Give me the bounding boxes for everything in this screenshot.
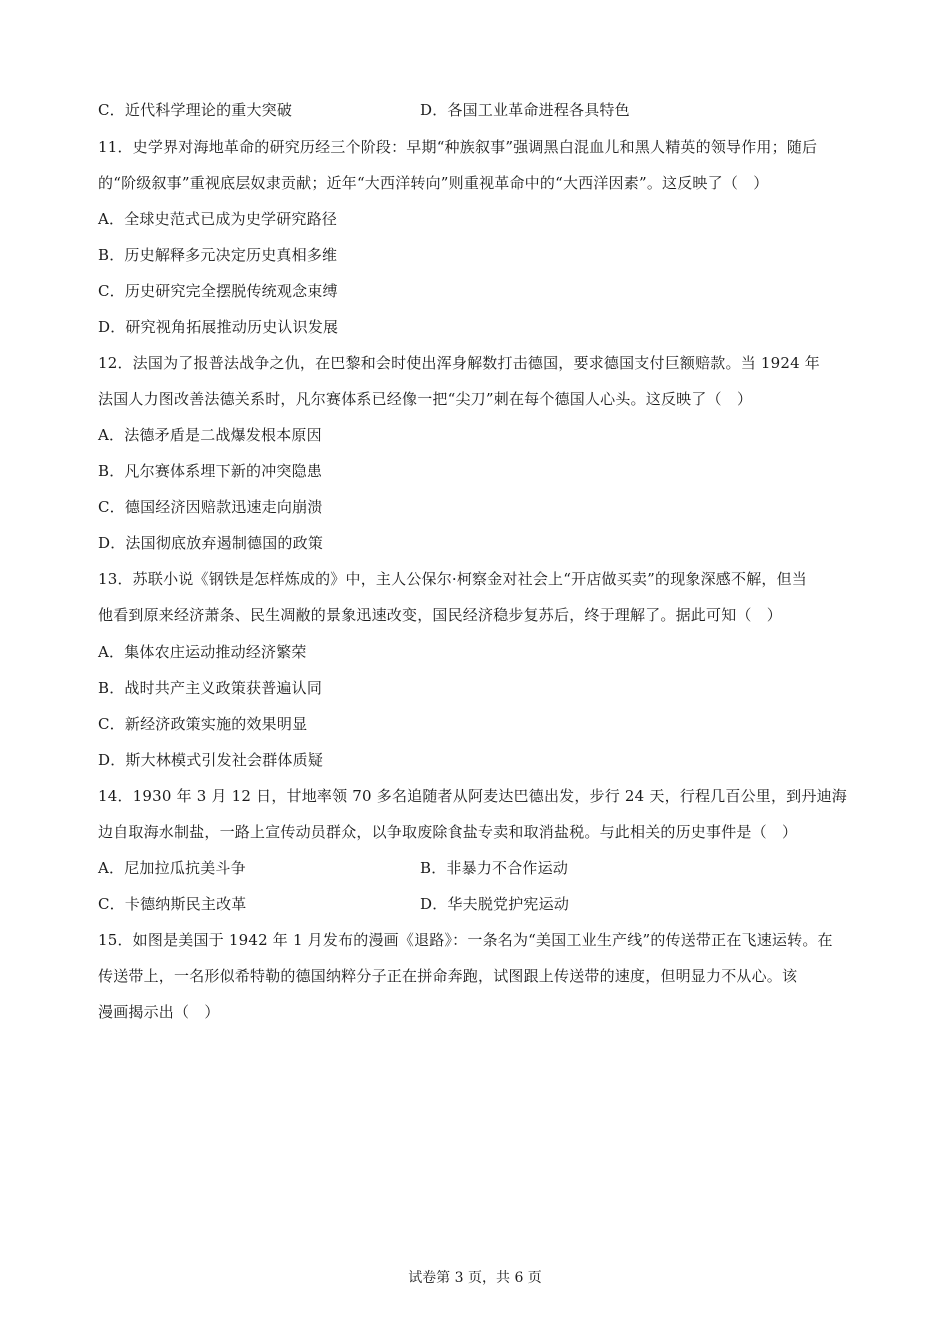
question-12-stem-line2: 法国人力图改善法德关系时，凡尔赛体系已经像一把“尖刀”刺在每个德国人心头。这反映了（ ） <box>98 390 753 408</box>
option-a-q12: A．法德矛盾是二战爆发根本原因 <box>98 426 322 444</box>
question-14-stem-line1: 14．1930 年 3 月 12 日，甘地率领 70 多名追随者从阿麦达巴德出发，步行 24 天，行程几百公里，到丹迪海 <box>98 787 847 805</box>
option-c-q10: C．近代科学理论的重大突破 <box>98 101 293 119</box>
option-a-q13: A．集体农庄运动推动经济繁荣 <box>98 643 307 661</box>
option-d-q12: D．法国彻底放弃遏制德国的政策 <box>98 534 324 552</box>
option-c-q11: C．历史研究完全摆脱传统观念束缚 <box>98 282 338 300</box>
option-b-q11: B．历史解释多元决定历史真相多维 <box>98 246 338 264</box>
question-15-stem-line2: 传送带上，一名形似希特勒的德国纳粹分子正在拼命奔跑，试图跟上传送带的速度，但明显力不从心。该 <box>98 967 798 985</box>
question-11-stem-line1: 11．史学界对海地革命的研究历经三个阶段：早期“种族叙事”强调黑白混血儿和黑人精英的领导作用；随后 <box>98 138 818 156</box>
option-a-q14: A．尼加拉瓜抗美斗争 <box>98 859 246 877</box>
question-15-stem-line3: 漫画揭示出（ ） <box>98 1003 220 1021</box>
question-14-stem-line2: 边自取海水制盐，一路上宣传动员群众，以争取废除食盐专卖和取消盐税。与此相关的历史事件是（ ） <box>98 823 798 841</box>
option-c-q13: C．新经济政策实施的效果明显 <box>98 715 308 733</box>
question-13-stem-line1: 13．苏联小说《钢铁是怎样炼成的》中，主人公保尔·柯察金对社会上“开店做买卖”的现象深感不解，但当 <box>98 570 807 588</box>
option-b-q12: B．凡尔赛体系埋下新的冲突隐患 <box>98 462 323 480</box>
option-c-q14: C．卡德纳斯民主改革 <box>98 895 247 913</box>
option-d-q10: D．各国工业革命进程各具特色 <box>420 101 630 119</box>
option-b-q13: B．战时共产主义政策获普遍认同 <box>98 679 323 697</box>
question-13-stem-line2: 他看到原来经济萧条、民生凋敝的景象迅速改变，国民经济稳步复苏后，终于理解了。据此可知（ ） <box>98 606 783 624</box>
question-15-stem-line1: 15．如图是美国于 1942 年 1 月发布的漫画《退路》：一条名为“美国工业生产线”的传送带正在飞速运转。在 <box>98 931 833 949</box>
option-b-q14: B．非暴力不合作运动 <box>420 859 569 877</box>
question-11-stem-line2: 的“阶级叙事”重视底层奴隶贡献；近年“大西洋转向”则重视革命中的“大西洋因素”。这反映了（ ） <box>98 174 769 192</box>
option-d-q11: D．研究视角拓展推动历史认识发展 <box>98 318 339 336</box>
page-footer: 试卷第 3 页，共 6 页 <box>408 1270 542 1286</box>
option-d-q13: D．斯大林模式引发社会群体质疑 <box>98 751 324 769</box>
option-a-q11: A．全球史范式已成为史学研究路径 <box>98 210 338 228</box>
option-d-q14: D．华夫脱党护宪运动 <box>420 895 570 913</box>
question-12-stem-line1: 12．法国为了报普法战争之仇，在巴黎和会时使出浑身解数打击德国，要求德国支付巨额赔款。当 1924 年 <box>98 354 821 372</box>
option-c-q12: C．德国经济因赔款迅速走向崩溃 <box>98 498 323 516</box>
